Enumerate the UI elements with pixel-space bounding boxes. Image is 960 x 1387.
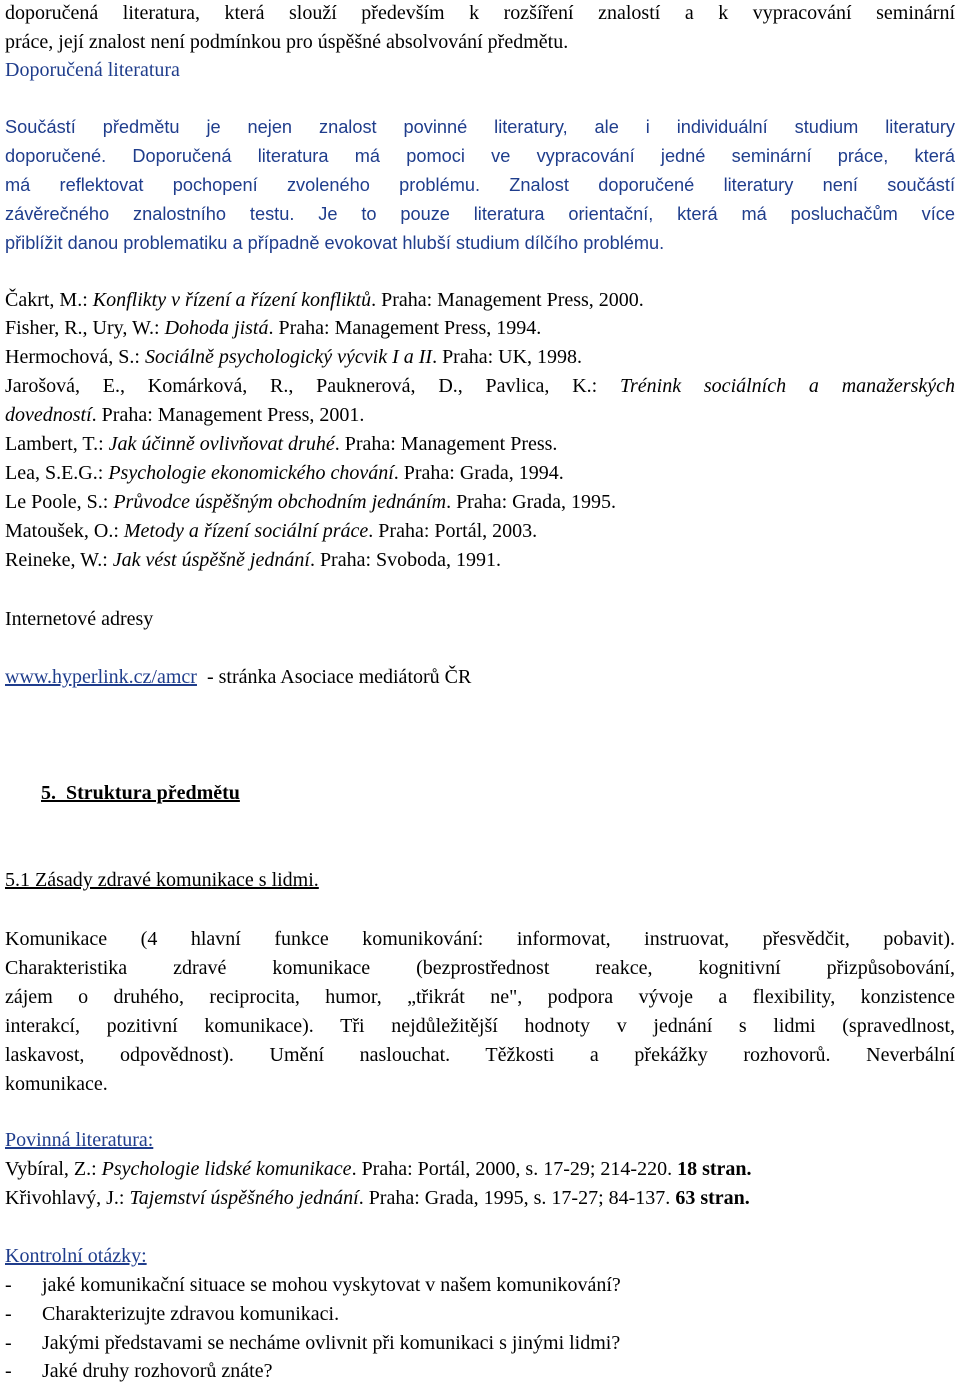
internet-heading: Internetové adresy <box>5 608 154 630</box>
section-heading: 5. Struktura předmětu <box>41 782 240 804</box>
povinna-item: Křivohlavý, J.: Tajemství úspěšného jednání. Praha: Grada, 1995, s. 17-27; 84-137. 63 stran. <box>5 1187 750 1209</box>
komunikace-line: Charakteristika zdravé komunikace (bezprostřednost reakce, kognitivní přizpůsobování, <box>5 957 955 979</box>
doporucena-line: závěrečného znalostního testu. Je to pouze literatura orientační, která má posluchačům více <box>5 204 955 224</box>
reference-item: Reineke, W.: Jak vést úspěšně jednání. Praha: Svoboda, 1991. <box>5 549 502 571</box>
intro-line: doporučená literatura, která slouží především k rozšíření znalostí a k vypracování seminární <box>5 2 955 24</box>
doporucena-line: Součástí předmětu je nejen znalost povinné literatury, ale i individuální studium literatury <box>5 117 955 137</box>
doporucena-paragraph <box>5 113 955 258</box>
doporucena-line: má reflektovat pochopení zvoleného problému. Znalost doporučené literatury není součástí <box>5 175 955 195</box>
reference-item: Fisher, R., Ury, W.: Dohoda jistá. Praha: Management Press, 1994. <box>5 317 542 339</box>
reference-item: Jarošová, E., Komárková, R., Pauknerová, D., Pavlica, K.: Trénink sociálních a manažerských <box>5 375 955 397</box>
subsection-heading: 5.1 Zásady zdravé komunikace s lidmi. <box>5 869 319 891</box>
question-item: - Jakými představami se necháme ovlivnit při komunikaci s jinými lidmi? <box>5 1332 621 1354</box>
link-description: - stránka Asociace mediátorů ČR <box>196 666 472 688</box>
doporucena-heading: Doporučená literatura <box>5 59 180 81</box>
komunikace-line: Komunikace (4 hlavní funkce komunikování: informovat, instruovat, přesvědčit, pobavit). <box>5 928 955 950</box>
reference-item: Hermochová, S.: Sociálně psychologický výcvik I a II. Praha: UK, 1998. <box>5 346 583 368</box>
question-item: - Jaké druhy rozhovorů znáte? <box>5 1360 273 1382</box>
reference-item: Matoušek, O.: Metody a řízení sociální práce. Praha: Portál, 2003. <box>5 520 538 542</box>
question-item: - jaké komunikační situace se mohou vyskytovat v našem komunikování? <box>5 1274 621 1296</box>
povinna-item: Vybíral, Z.: Psychologie lidské komunikace. Praha: Portál, 2000, s. 17-29; 214-220. 18 stran. <box>5 1158 752 1180</box>
komunikace-line: laskavost, odpovědnost). Umění naslouchat. Těžkosti a překážky rozhovorů. Neverbální <box>5 1044 955 1066</box>
komunikace-paragraph <box>5 925 955 1099</box>
komunikace-line: komunikace. <box>5 1073 108 1095</box>
povinna-heading: Povinná literatura: <box>5 1129 154 1151</box>
link-line <box>5 663 471 692</box>
intro-line: práce, její znalost není podmínkou pro úspěšné absolvování předmětu. <box>5 31 569 53</box>
reference-item: Lea, S.E.G.: Psychologie ekonomického chování. Praha: Grada, 1994. <box>5 462 564 484</box>
komunikace-line: interakcí, pozitivní komunikace). Tři nejdůležitější hodnoty v jednání s lidmi (spravedlnost, <box>5 1015 955 1037</box>
reference-item: Čakrt, M.: Konflikty v řízení a řízení konfliktů. Praha: Management Press, 2000. <box>5 289 644 311</box>
hyperlink-amcr[interactable]: www.hyperlink.cz/amcr <box>5 666 197 688</box>
reference-item: Le Poole, S.: Průvodce úspěšným obchodním jednáním. Praha: Grada, 1995. <box>5 491 617 513</box>
question-item: - Charakterizujte zdravou komunikaci. <box>5 1303 340 1325</box>
doporucena-line: doporučené. Doporučená literatura má pomoci ve vypracování jedné seminární práce, která <box>5 146 955 166</box>
reference-item: Lambert, T.: Jak účinně ovlivňovat druhé. Praha: Management Press. <box>5 433 558 455</box>
reference-item-continued: dovedností. Praha: Management Press, 2001. <box>5 404 365 426</box>
kontrolni-heading: Kontrolní otázky: <box>5 1245 147 1267</box>
doporucena-line: přiblížit danou problematiku a případně evokovat hlubší studium dílčího problému. <box>5 233 665 253</box>
komunikace-line: zájem o druhého, reciprocita, humor, „třikrát ne", podpora vývoje a flexibility, konzistence <box>5 986 955 1008</box>
intro-paragraph <box>5 0 955 57</box>
